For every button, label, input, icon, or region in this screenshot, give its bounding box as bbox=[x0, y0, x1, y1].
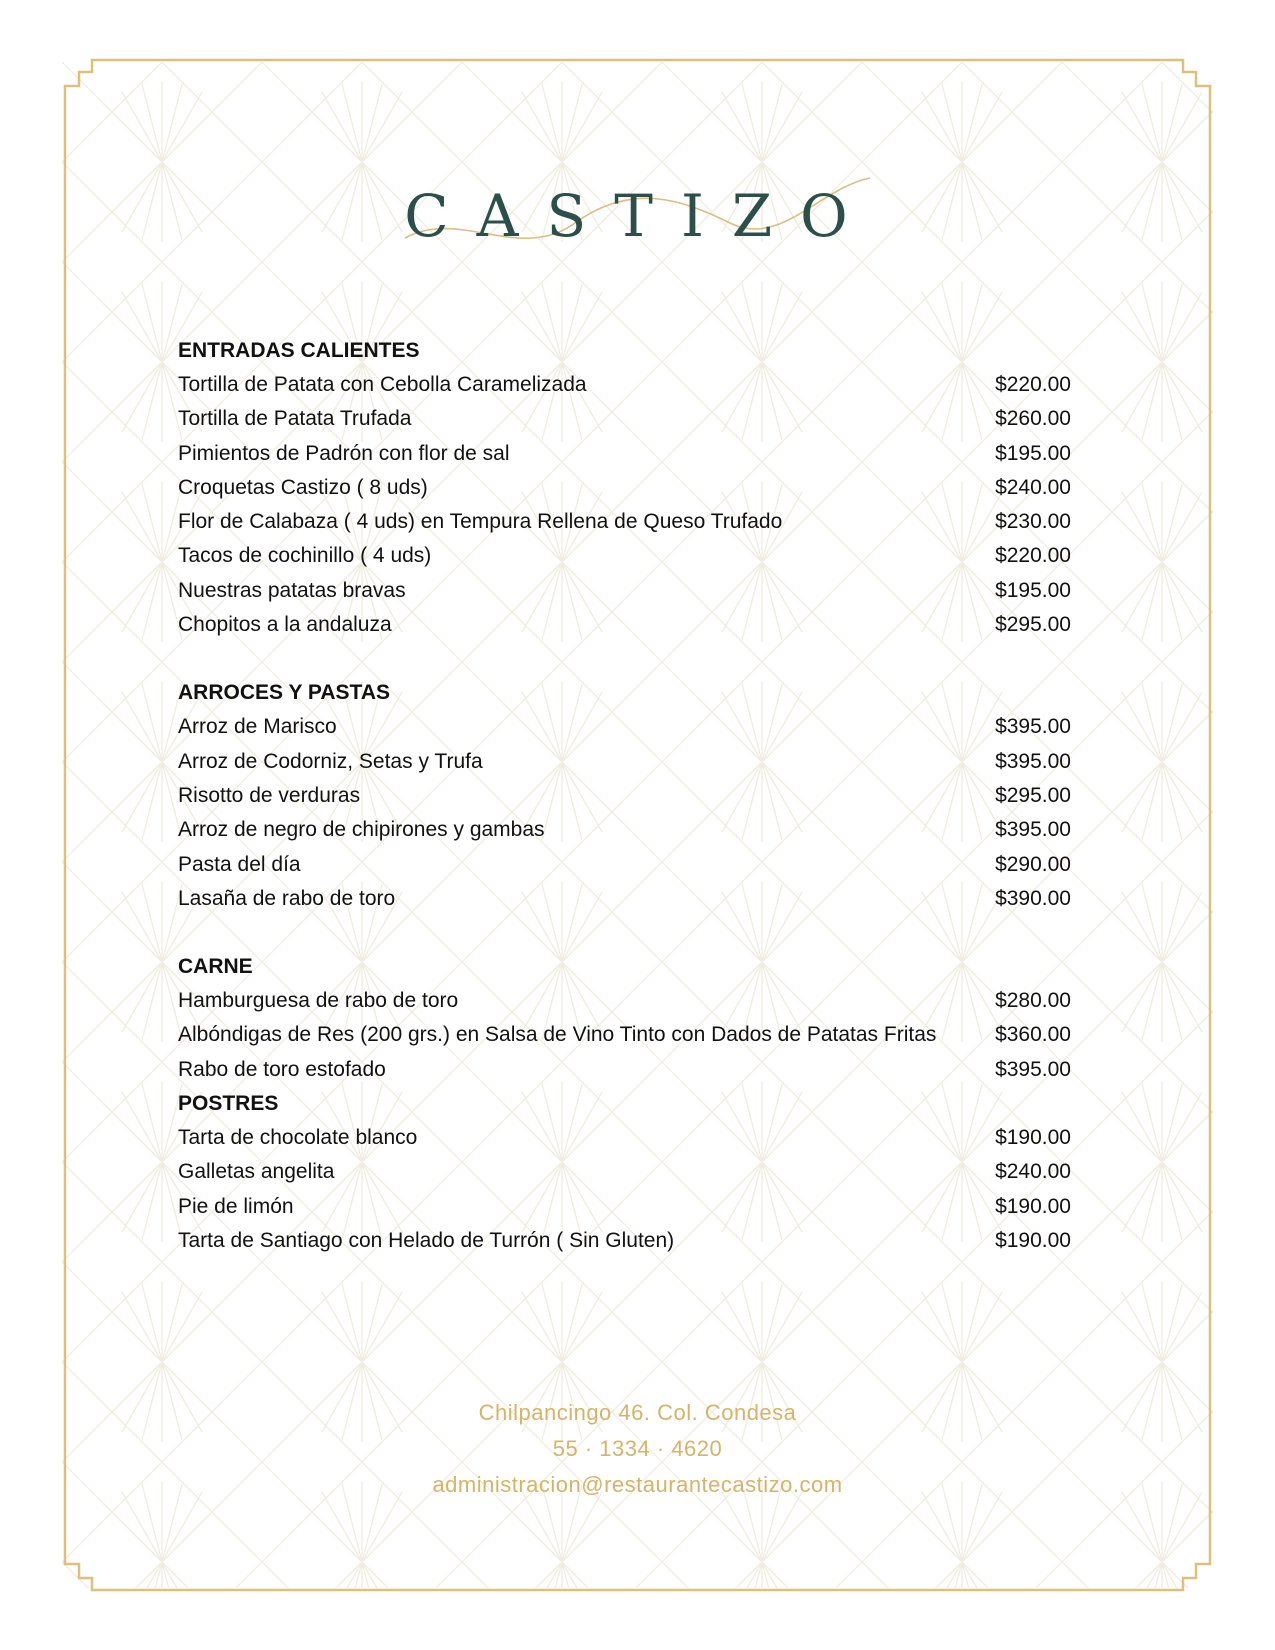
menu-item bbox=[178, 779, 1071, 813]
menu-item bbox=[178, 608, 1071, 642]
item-price: $360.00 bbox=[995, 1023, 1071, 1047]
item-price: $395.00 bbox=[995, 715, 1071, 739]
section-postres bbox=[178, 1087, 1071, 1258]
item-price: $260.00 bbox=[995, 407, 1071, 431]
footer-email[interactable]: administracion@restaurantecastizo.com bbox=[432, 1472, 843, 1497]
menu-item bbox=[178, 1155, 1071, 1189]
item-price: $230.00 bbox=[995, 510, 1071, 534]
section-title: POSTRES bbox=[178, 1092, 279, 1116]
item-name: Chopitos a la andaluza bbox=[178, 613, 392, 637]
item-name: Rabo de toro estofado bbox=[178, 1057, 386, 1081]
menu-list bbox=[178, 334, 1071, 1258]
menu-item bbox=[178, 882, 1071, 916]
item-price: $240.00 bbox=[995, 1160, 1071, 1184]
section-title: ARROCES Y PASTAS bbox=[178, 681, 390, 705]
item-name: Nuestras patatas bravas bbox=[178, 578, 406, 602]
menu-item bbox=[178, 574, 1071, 608]
item-name: Tortilla de Patata Trufada bbox=[178, 407, 412, 431]
menu-item bbox=[178, 848, 1071, 882]
menu-item bbox=[178, 1121, 1071, 1155]
menu-item bbox=[178, 368, 1071, 402]
item-name: Tortilla de Patata con Cebolla Caramelizada bbox=[178, 373, 587, 396]
section-entradas-calientes bbox=[178, 334, 1071, 642]
item-price: $220.00 bbox=[995, 373, 1071, 396]
menu-item bbox=[178, 1018, 1071, 1052]
footer-phone: 55 · 1334 · 4620 bbox=[552, 1436, 723, 1461]
item-price: $190.00 bbox=[995, 1126, 1071, 1150]
item-name: Tarta de chocolate blanco bbox=[178, 1126, 418, 1150]
item-name: Risotto de verduras bbox=[178, 783, 361, 807]
menu-item bbox=[178, 505, 1071, 539]
menu-item bbox=[178, 437, 1071, 471]
item-name: Tarta de Santiago con Helado de Turrón ( Sin Gluten) bbox=[178, 1228, 675, 1252]
item-name: Arroz de Marisco bbox=[178, 715, 337, 739]
contact-footer bbox=[0, 1395, 1275, 1503]
item-name: Pasta del día bbox=[178, 852, 301, 876]
section-arroces-y-pastas bbox=[178, 676, 1071, 916]
section-title: CARNE bbox=[178, 955, 253, 979]
item-price: $295.00 bbox=[995, 783, 1071, 807]
menu-item bbox=[178, 402, 1071, 436]
footer-address: Chilpancingo 46. Col. Condesa bbox=[478, 1400, 797, 1425]
item-name: Flor de Calabaza ( 4 uds) en Tempura Rellena de Queso Trufado bbox=[178, 510, 783, 534]
item-price: $220.00 bbox=[995, 544, 1071, 568]
item-name: Lasaña de rabo de toro bbox=[178, 886, 396, 910]
item-price: $240.00 bbox=[995, 475, 1071, 499]
section-spacer bbox=[178, 916, 1071, 950]
menu-item bbox=[178, 471, 1071, 505]
menu-item bbox=[178, 539, 1071, 573]
menu-item bbox=[178, 1224, 1071, 1258]
menu-item bbox=[178, 813, 1071, 847]
item-name: Pie de limón bbox=[178, 1194, 294, 1218]
castizo-logo bbox=[400, 168, 880, 258]
menu-item bbox=[178, 1053, 1071, 1087]
item-price: $395.00 bbox=[995, 818, 1071, 842]
menu-item bbox=[178, 1190, 1071, 1224]
item-name: Arroz de Codorniz, Setas y Trufa bbox=[178, 749, 483, 773]
item-price: $390.00 bbox=[995, 886, 1071, 910]
item-price: $395.00 bbox=[995, 1057, 1071, 1081]
menu-item bbox=[178, 710, 1071, 744]
logo-wordmark: CASTIZO bbox=[404, 182, 876, 250]
item-name: Albóndigas de Res (200 grs.) en Salsa de Vino Tinto con Dados de Patatas Fritas bbox=[178, 1023, 937, 1047]
section-carne bbox=[178, 950, 1071, 1087]
section-title: ENTRADAS CALIENTES bbox=[178, 339, 420, 362]
item-price: $195.00 bbox=[995, 578, 1071, 602]
item-price: $395.00 bbox=[995, 749, 1071, 773]
item-price: $295.00 bbox=[995, 613, 1071, 637]
item-price: $195.00 bbox=[995, 441, 1071, 465]
item-name: Pimientos de Padrón con flor de sal bbox=[178, 441, 510, 465]
menu-item bbox=[178, 745, 1071, 779]
item-price: $280.00 bbox=[995, 989, 1071, 1013]
item-name: Arroz de negro de chipirones y gambas bbox=[178, 818, 545, 842]
menu-item bbox=[178, 984, 1071, 1018]
item-price: $290.00 bbox=[995, 852, 1071, 876]
item-name: Galletas angelita bbox=[178, 1160, 335, 1184]
item-price: $190.00 bbox=[995, 1194, 1071, 1218]
item-name: Tacos de cochinillo ( 4 uds) bbox=[178, 544, 432, 568]
item-name: Croquetas Castizo ( 8 uds) bbox=[178, 475, 428, 499]
item-name: Hamburguesa de rabo de toro bbox=[178, 989, 459, 1013]
item-price: $190.00 bbox=[995, 1228, 1071, 1252]
section-spacer bbox=[178, 642, 1071, 676]
